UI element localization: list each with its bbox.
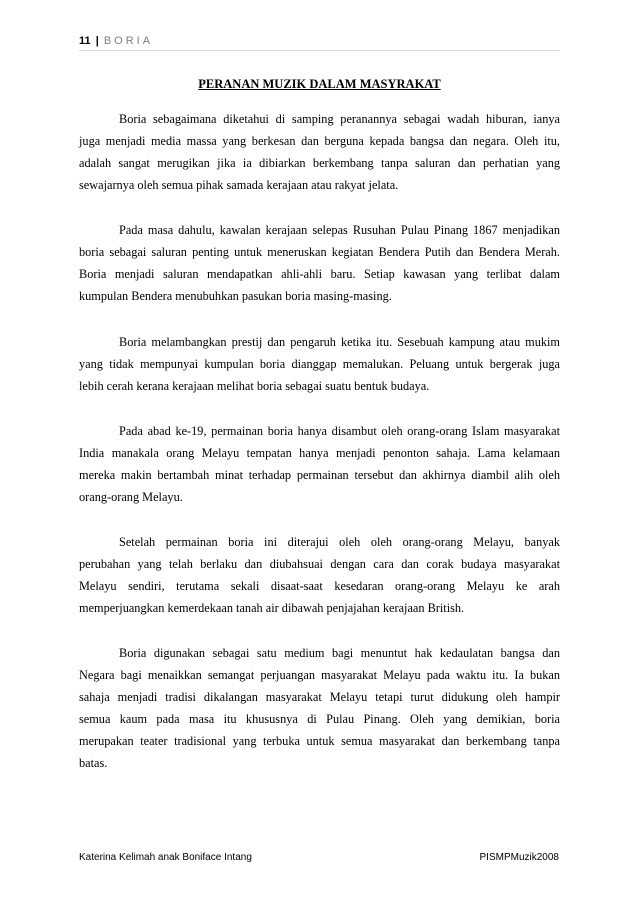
paragraph-line: Setelah permainan boria ini diterajui oleh oleh orang-orang Melayu, banyak bbox=[119, 535, 560, 550]
paragraph-line: Melayu sendiri, terutama sekali disaat-saat kesedaran orang-orang Melayu ke arah bbox=[79, 579, 560, 594]
paragraph-line: Boria menjadi saluran mendapatkan ahli-ahli baru. Setiap kawasan yang terlibat dalam bbox=[79, 267, 560, 282]
paragraph-line: Boria melambangkan prestij dan pengaruh ketika itu. Sesebuah kampung atau mukim bbox=[119, 334, 560, 349]
paragraph-line: perubahan yang telah berlaku dan diubahsuai dengan cara dan corak budaya masyarakat bbox=[79, 557, 560, 572]
header-divider bbox=[79, 50, 560, 51]
paragraph-line: orang-orang Melayu. bbox=[79, 489, 183, 504]
page-header bbox=[79, 34, 153, 48]
paragraph-line: memperjuangkan kemerdekaan tanah air dibawah penjajahan kerajaan British. bbox=[79, 601, 465, 616]
paragraph-line: adalah sangat merugikan jika ia dibiarkan berkembang tanpa saluran dan perhatian yang bbox=[79, 156, 560, 170]
paragraph-line: yang tidak mempunyai kumpulan boria dianggap memalukan. Peluang untuk bergerak juga bbox=[79, 356, 560, 371]
paragraph-line: Boria digunakan sebagai satu medium bagi menuntut hak kedaulatan bangsa dan bbox=[119, 646, 560, 661]
paragraph-line: India manakala orang Melayu tempatan hanya menjadi penonton sahaja. Lama kelamaan bbox=[79, 445, 560, 460]
paragraph-line: merupakan teater tradisional yang terbuka untuk semua masyarakat dan berkembang tanpa bbox=[79, 734, 560, 749]
paragraph-line: mereka makin bertambah minat terhadap permainan tersebut dan akhirnya diambil alih oleh bbox=[79, 467, 560, 482]
paragraph-line: Boria sebagaimana diketahui di samping peranannya sebagai wadah hiburan, ianya bbox=[119, 112, 560, 126]
footer-course-code: PISMPMuzik2008 bbox=[479, 852, 559, 863]
paragraph-line: Pada masa dahulu, kawalan kerajaan selepas Rusuhan Pulau Pinang 1867 menjadikan bbox=[119, 223, 560, 238]
header-section-title: BORIA bbox=[103, 35, 154, 47]
paragraph-line: lebih cerah kerana kerajaan melihat boria sebagai suatu bentuk budaya. bbox=[79, 378, 430, 393]
paragraph-line: sahaja menjadi tradisi dikalangan masyarakat Melayu tetapi turut didukung oleh hampir bbox=[79, 690, 560, 705]
paragraph bbox=[79, 420, 560, 508]
page-number: 11 bbox=[79, 35, 91, 47]
paragraph-line: boria sebagai saluran penting untuk meneruskan kegiatan Bendera Putih dan Bendera Merah. bbox=[79, 245, 560, 260]
paragraph-line: semua kaum pada masa itu khususnya di Pulau Pinang. Oleh yang demikian, boria bbox=[79, 712, 560, 727]
header-separator: | bbox=[95, 35, 99, 47]
paragraph-line: batas. bbox=[79, 756, 108, 771]
document-title: PERANAN MUZIK DALAM MASYRAKAT bbox=[198, 77, 441, 91]
paragraph bbox=[79, 108, 560, 196]
paragraph-line: kumpulan Bendera menubuhkan pasukan boria masing-masing. bbox=[79, 289, 392, 304]
paragraph-line: juga menjadi media massa yang berkesan dan berguna kepada bangsa dan negara. Oleh itu, bbox=[79, 134, 560, 148]
paragraph-line: Negara bagi menaikkan semangat perjuangan masyarakat Melayu pada waktu itu. Ia bukan bbox=[79, 668, 560, 683]
paragraph bbox=[79, 331, 560, 397]
paragraph bbox=[79, 531, 560, 619]
paragraph bbox=[79, 219, 560, 307]
paragraph bbox=[79, 642, 560, 774]
document-body bbox=[79, 108, 560, 798]
paragraph-line: sewajarnya oleh semua pihak samada kerajaan atau rakyat jelata. bbox=[79, 178, 399, 192]
footer-author: Katerina Kelimah anak Boniface Intang bbox=[79, 852, 252, 863]
paragraph-line: Pada abad ke-19, permainan boria hanya disambut oleh orang-orang Islam masyarakat bbox=[119, 423, 560, 438]
